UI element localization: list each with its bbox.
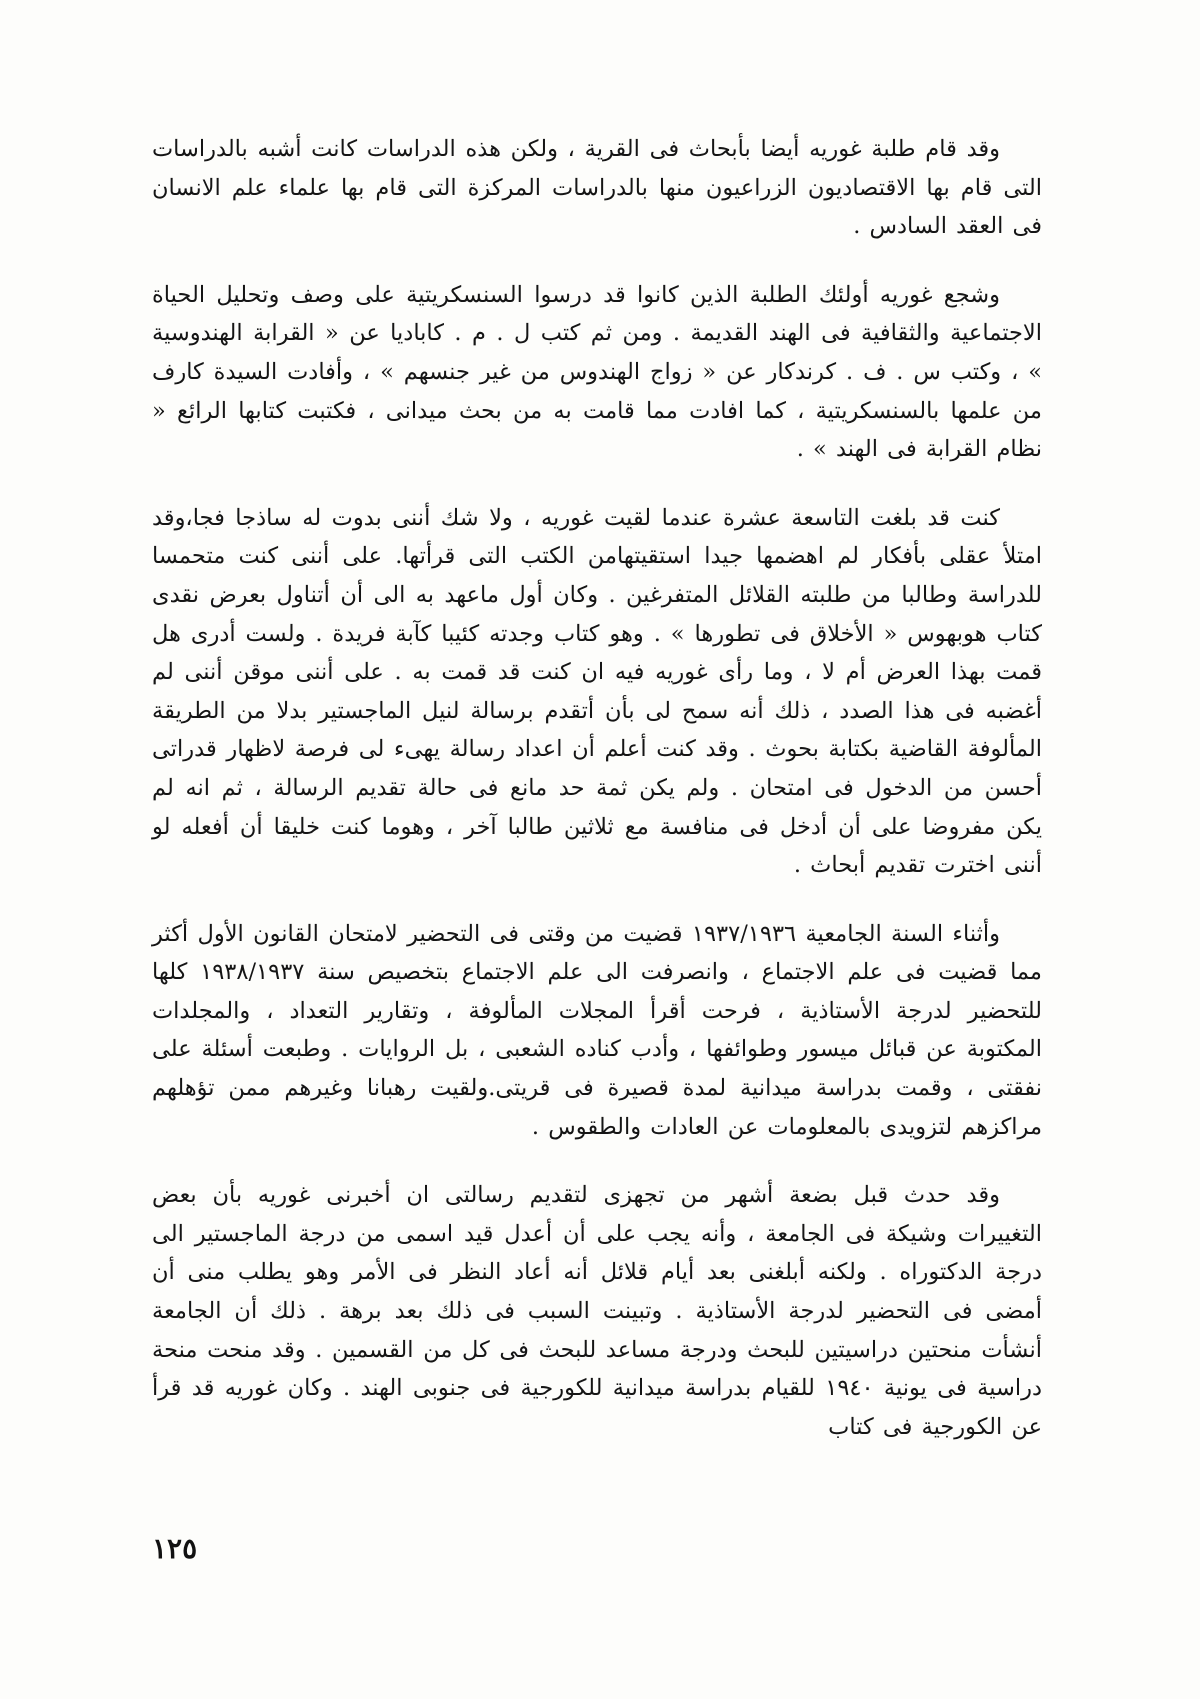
paragraph-1: وقد قام طلبة غوريه أيضا بأبحاث فى القرية ، ولكن هذه الدراسات كانت أشبه بالدراسات التى قام بها الاقتصاديون الزراعيون منها بالدراسات المركزة التى قام بها علماء علم الانسان فى العقد السادس . [152, 136, 1042, 240]
paragraph-4: وأثناء السنة الجامعية ١٩٣٧/١٩٣٦ قضيت من وقتى فى التحضير لامتحان القانون الأول أكثر مما قضيت فى علم الاجتماع ، وانصرفت الى علم الاجتماع بتخصيص سنة ١٩٣٨/١٩٣٧ كلها للتحضير لدرجة الأستاذية ، فرحت أقرأ المجلات المألوفة ، وتقارير التعداد ، والمجلدات المكتوبة عن قبائل ميسور وطوائفها ، وأدب كناده الشعبى ، بل الروايات . وطبعت أسئلة على نفقتى ، وقمت بدراسة ميدانية لمدة قصيرة فى قريتى.ولقيت رهبانا وغيرهم ممن تؤهلهم مراكزهم لتزويدى بالمعلومات عن العادات والطقوس . [152, 920, 1042, 1140]
paragraph-5: وقد حدث قبل بضعة أشهر من تجهزى لتقديم رسالتى ان أخبرنى غوريه بأن بعض التغييرات وشيكة فى الجامعة ، وأنه يجب على أن أعدل قيد اسمى من درجة الماجستير الى درجة الدكتوراه . ولكنه أبلغنى بعد أيام قلائل أنه أعاد النظر فى الأمر وهو يطلب منى أن أمضى فى التحضير لدرجة الأستاذية . وتبينت السبب فى ذلك بعد برهة . ذلك أن الجامعة أنشأت منحتين دراسيتين للبحث ودرجة مساعد للبحث فى كل من القسمين . وقد منحت منحة دراسية فى يونية ١٩٤٠ للقيام بدراسة ميدانية للكورجية فى جنوبى الهند . وكان غوريه قد قرأ عن الكورجية فى كتاب [152, 1182, 1042, 1440]
paragraph-2: وشجع غوريه أولئك الطلبة الذين كانوا قد درسوا السنسكريتية على وصف وتحليل الحياة الاجتماعية والثقافية فى الهند القديمة . ومن ثم كتب ل . م . كاباديا عن « القرابة الهندوسية » ، وكتب س . ف . كرندكار عن « زواج الهندوس من غير جنسهم » ، وأفادت السيدة كارف من علمها بالسنسكريتية ، كما افادت مما قامت به من بحث ميدانى ، فكتبت كتابها الرائع « نظام القرابة فى الهند » . [152, 281, 1042, 463]
body-text [152, 130, 1042, 1476]
page-number: ١٢٥ [152, 1532, 198, 1565]
paragraph-3: كنت قد بلغت التاسعة عشرة عندما لقيت غوريه ، ولا شك أننى بدوت له ساذجا فجا،وقد امتلأ عقلى بأفكار لم اهضمها جيدا استقيتهامن الكتب التى قرأتها. على أننى كنت متحمسا للدراسة وطالبا من طلبته القلائل المتفرغين . وكان أول ماعهد به الى أن أتناول بعرض نقدى كتاب هوبهوس « الأخلاق فى تطورها » . وهو كتاب وجدته كئيبا كآبة فريدة . ولست أدرى هل قمت بهذا العرض أم لا ، وما رأى غوريه فيه ان كنت قد قمت به . على أننى موقن أننى لم أغضبه فى هذا الصدد ، ذلك أنه سمح لى بأن أتقدم برسالة لنيل الماجستير بدلا من الطريقة المألوفة القاضية بكتابة بحوث . وقد كنت أعلم أن اعداد رسالة يهىء لى فرصة لاظهار قدراتى أحسن من الدخول فى امتحان . ولم يكن ثمة حد مانع فى حالة تقديم الرسالة ، ثم انه لم يكن مفروضا على أن أدخل فى منافسة مع ثلاثين طالبا آخر ، وهوما كنت خليقا أن أفعله لو أننى اخترت تقديم أبحاث . [152, 504, 1042, 879]
